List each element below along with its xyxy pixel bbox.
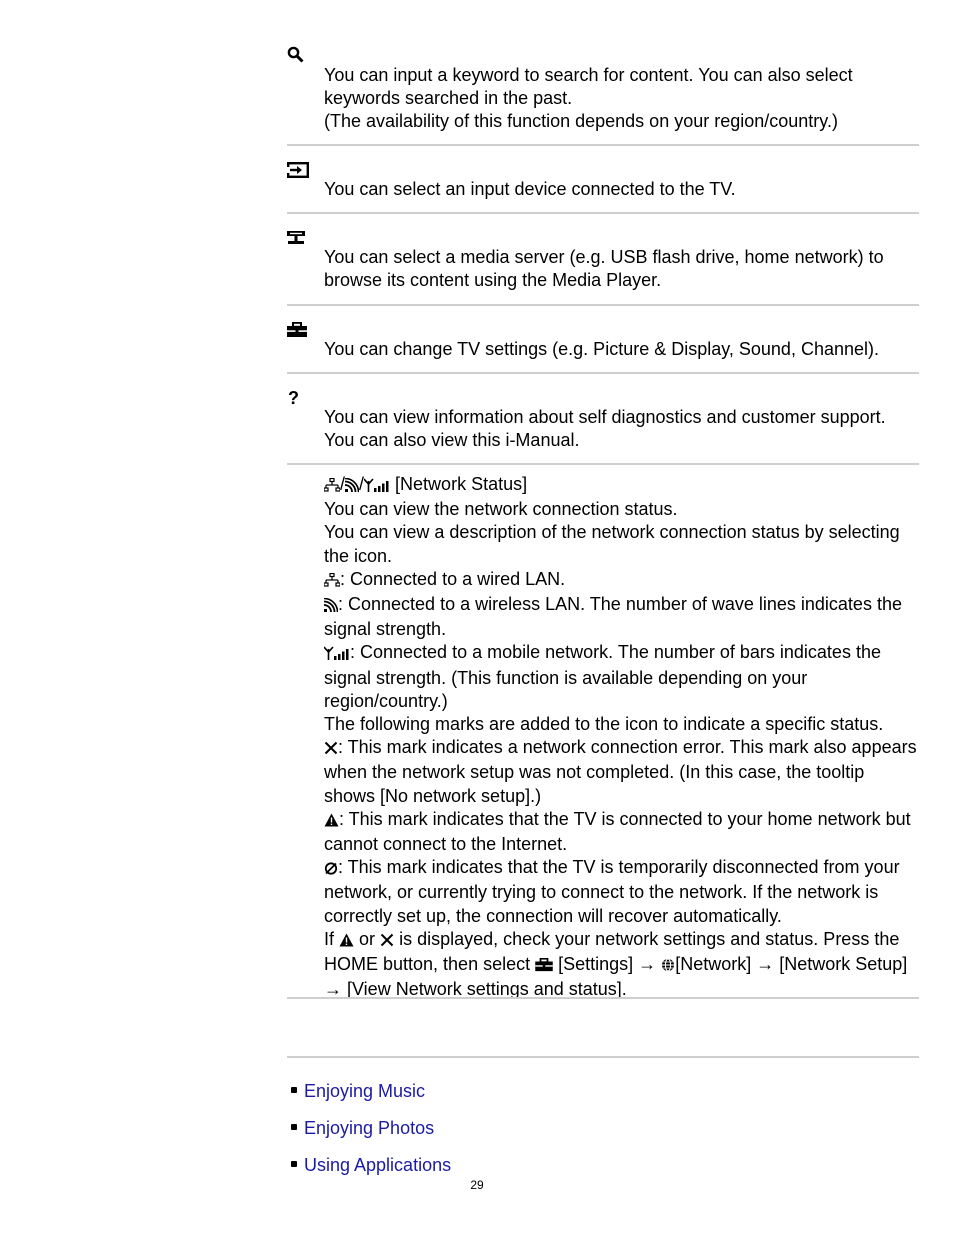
link-enjoying-music[interactable]: Enjoying Music [304,1081,426,1101]
text-line: You can view information about self diagnostics and customer support. You can also view this i-Manual. [324,407,886,451]
icon-separator: / [359,474,365,494]
input-icon [287,162,309,183]
instruction-item [324,928,920,1002]
instruction-text: If [324,928,335,949]
text-line: You can view a description of the network connection status by selecting the icon. [324,522,900,566]
svg-text:?: ? [288,388,299,406]
text-line: You can input a keyword to search for content. You can also select keywords searched in the past. [324,65,853,109]
input-description [324,178,920,201]
text-line: You can view the network connection status. [324,499,678,520]
error-mark-icon [380,930,394,953]
wireless-lan-icon [345,475,359,498]
question-icon [287,388,301,411]
divider [287,1056,919,1058]
mobile-text: : Connected to a mobile network. The number of bars indicates the signal strength. (This function is available depending on your region/country.) [324,642,881,711]
text-line: You can change TV settings (e.g. Picture & Display, Sound, Channel). [324,339,879,359]
error-mark-icon [324,738,338,761]
bullet [291,1087,297,1093]
network-status-heading [324,473,920,498]
link-enjoying-photos[interactable]: Enjoying Photos [304,1118,435,1138]
error-item [324,736,920,808]
instruction-text: is displayed, check your network settings and status. Press the HOME button, then select [324,928,900,975]
wireless-item [324,593,920,641]
help-description [324,406,920,452]
text-line: You can select an input device connected to the TV. [324,179,736,199]
mobile-network-icon [364,475,390,498]
icon-separator: / [340,474,346,494]
disconnected-text: : This mark indicates that the TV is temporarily disconnected from your network, or currently trying to connect to the network. If the network is correctly set up, the connection will recover automatically. [324,857,900,926]
instruction-text: or [359,928,376,949]
settings-description [324,338,920,361]
divider [287,304,919,306]
wired-lan-icon [324,475,340,498]
list-item [291,1118,434,1139]
media-server-icon [287,230,305,251]
wired-item [324,568,920,593]
disconnected-mark-icon [324,858,338,881]
list-item [291,1155,451,1176]
wired-lan-icon [324,570,340,593]
divider [287,463,919,465]
search-icon [287,46,305,69]
wired-text: : Connected to a wired LAN. [340,568,566,589]
text-line: (The availability of this function depends on your region/country.) [324,111,838,132]
wireless-text: : Connected to a wireless LAN. The number of wave lines indicates the signal strength. [324,594,902,640]
toolbox-icon [287,322,307,343]
list-item [291,1081,425,1102]
wireless-lan-icon [324,595,338,618]
bullet [291,1124,297,1130]
page-number: 29 [470,1178,484,1192]
link-using-applications[interactable]: Using Applications [304,1155,452,1175]
divider [287,144,919,146]
warning-item [324,808,920,856]
network-status-title: [Network Status] [395,474,528,494]
warning-mark-icon [339,930,354,953]
bullet [291,1161,297,1167]
text-line: You can select a media server (e.g. USB flash drive, home network) to browse its content using the Media Player. [324,247,884,291]
mobile-network-icon [324,643,350,666]
divider [287,212,919,214]
divider [287,997,919,999]
instruction-text: [Network] → [Network Setup] → [View Network settings and status]. [324,954,908,1000]
instruction-text: [Settings] → [558,954,657,975]
media-server-description [324,246,920,292]
toolbox-icon [535,955,553,978]
warning-mark-icon [324,810,339,833]
mobile-item [324,641,920,713]
network-status-description [324,473,920,1001]
error-text: : This mark indicates a network connection error. This mark also appears when the network setup was not completed. (In this case, the tooltip shows [No network setup].) [324,737,917,806]
globe-icon [661,955,675,978]
divider [287,372,919,374]
search-description [324,64,920,134]
disconnected-item [324,856,920,928]
text-line: The following marks are added to the icon to indicate a specific status. [324,714,884,735]
warning-text: : This mark indicates that the TV is connected to your home network but cannot connect to the Internet. [324,808,911,855]
